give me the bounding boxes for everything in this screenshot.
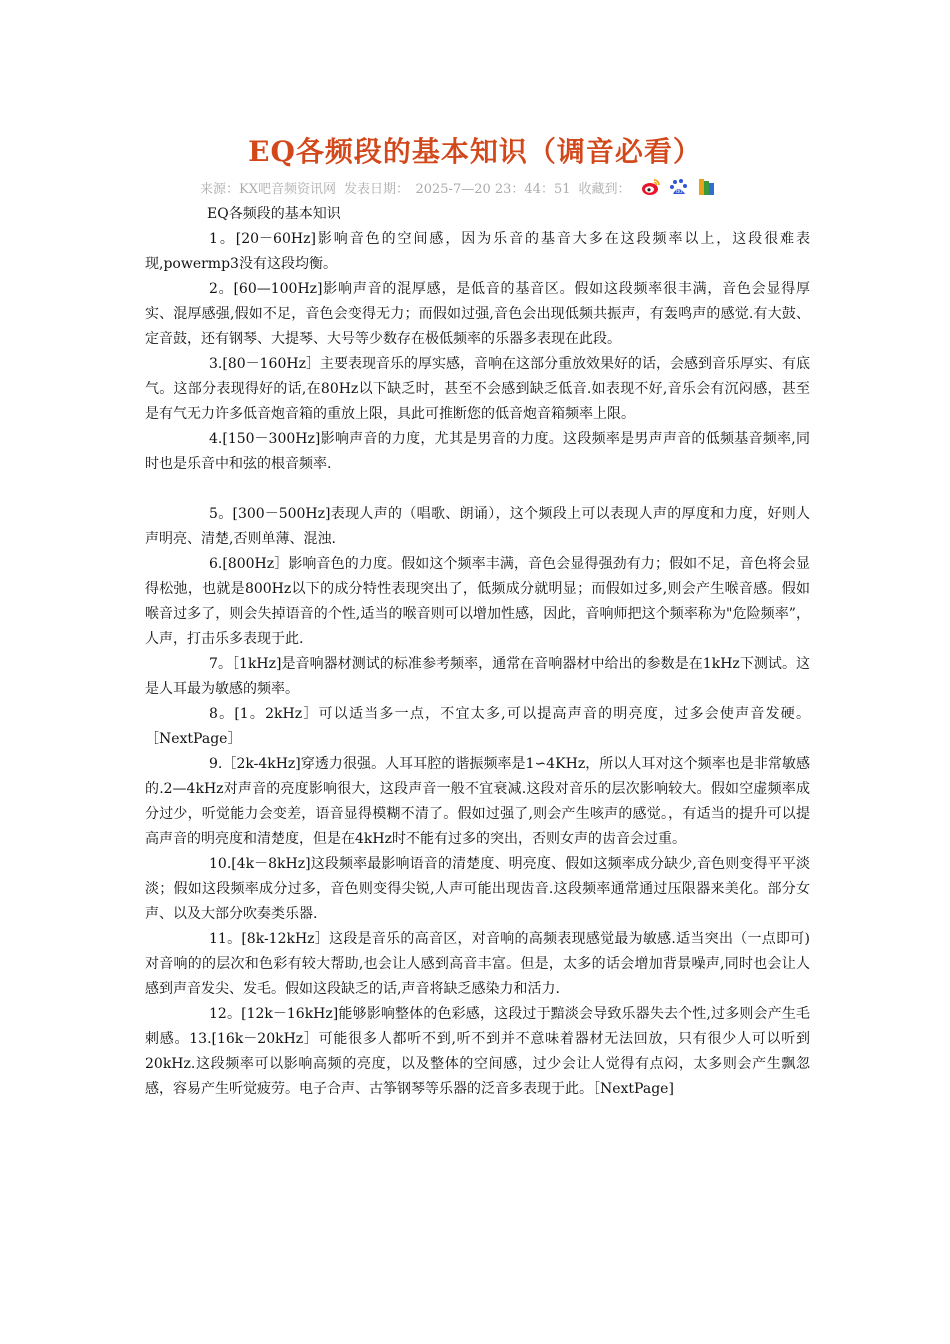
source-label: 来源：KX吧音频资讯网 [200,181,336,197]
paragraph-8: 8。[1。2kHz］可以适当多一点，不宜太多,可以提高声音的明亮度，过多会使声音发硬。［NextPage］ [145,706,810,747]
weibo-icon[interactable] [641,177,661,197]
paragraph-2: 2。[60—100Hz]影响声音的混厚感，是低音的基音区。假如这段频率很丰满，音色会显得厚实、混厚感强,假如不足，音色会变得无力；而假如过强,音色会出现低频共振声，有轰鸣声的感觉.有大鼓、定音鼓，还有钢琴、大提琴、大号等少数存在极低频率的乐器多表现在此段。 [145,281,810,347]
paragraph-5: 5。[300－500Hz]表现人声的（唱歌、朗诵），这个频段上可以表现人声的厚度和力度，好则人声明亮、清楚,否则单薄、混浊. [145,506,810,547]
paragraph-3: 3.[80－160Hz］主要表现音乐的厚实感，音响在这部分重放效果好的话，会感到音乐厚实、有底气。这部分表现得好的话,在80Hz以下缺乏时，甚至不会感到缺乏低音.如表现不好,音乐会有沉闷感，甚至是有气无力许多低音炮音箱的重放上限，具此可推断您的低音炮音箱频率上限。 [145,356,810,422]
baidu-icon[interactable] [669,177,689,197]
collect-label: 收藏到： [578,181,631,197]
bookmark-icon[interactable] [697,177,717,197]
paragraph-11: 11。[8k-12kHz］这段是音乐的高音区，对音响的高频表现感觉最为敏感.适当突出（一点即可)对音响的的层次和色彩有较大帮助,也会让人感到高音丰富。但是，太多的话会增加背景噪声,同时也会让人感到声音发尖、发毛。假如这段缺乏的话,声音将缺乏感染力和活力. [145,931,810,997]
paragraph-7: 7。［1kHz]是音响器材测试的标准参考频率，通常在音响器材中给出的参数是在1kHz下测试。这是人耳最为敏感的频率。 [145,656,810,697]
paragraph-9: 9.［2k-4kHz]穿透力很强。人耳耳腔的谐振频率是1∽4KHz，所以人耳对这个频率也是非常敏感的.2—4kHz对声音的亮度影响很大，这段声音一般不宜衰减.这段对音乐的层次影响较大。假如空虚频率成分过少，听觉能力会变差，语音显得模糊不清了。假如过强了,则会产生咳声的感觉。，有适当的提升可以提高声音的明亮度和清楚度，但是在4kHz时不能有过多的突出，否则女声的齿音会过重。 [145,756,810,847]
body-heading: EQ各频段的基本知识 [207,206,341,222]
article-body [145,202,810,1102]
article-meta [200,177,725,197]
paragraph-10: 10.[4k－8kHz]这段频率最影响语音的清楚度、明亮度、假如这频率成分缺少,音色则变得平平淡淡；假如这段频率成分过多，音色则变得尖锐,人声可能出现齿音.这段频率通常通过压限器来美化。部分女声、以及大部分吹奏类乐器. [145,856,810,922]
svg-text:du: du [675,189,682,195]
paragraph-12: 12。[12k－16kHz]能够影响整体的色彩感，这段过于黯淡会导致乐器失去个性,过多则会产生毛刺感。13.[16k－20kHz］可能很多人都听不到,听不到并不意味着器材无法回放，只有很少人可以听到20kHz.这段频率可以影响高频的亮度，以及整体的空间感，过少会让人觉得有点闷，太多则会产生飘忽感，容易产生听觉疲劳。电子合声、古筝钢琴等乐器的泛音多表现于此。［NextPage] [145,1006,810,1097]
paragraph-1: 1。[20－60Hz]影响音色的空间感，因为乐音的基音大多在这段频率以上，这段很难表现,powermp3没有这段均衡。 [145,231,810,272]
article-title: EQ各频段的基本知识（调音必看） [248,135,702,168]
paragraph-4: 4.[150－300Hz]影响声音的力度，尤其是男音的力度。这段频率是男声声音的低频基音频率,同时也是乐音中和弦的根音频率. [145,431,810,472]
share-icons [641,177,717,197]
paragraph-6: 6.[800Hz］影响音色的力度。假如这个频率丰满，音色会显得强劲有力；假如不足，音色将会显得松弛，也就是800Hz以下的成分特性表现突出了，低频成分就明显；而假如过多,则会产生喉音感。假如喉音过多了，则会失掉语音的个性,适当的喉音则可以增加性感，因此，音响师把这个频率称为"危险频率”，人声，打击乐多表现于此. [145,556,810,647]
publish-date: 发表日期： 2025-7—20 23：44：51 [343,181,571,197]
